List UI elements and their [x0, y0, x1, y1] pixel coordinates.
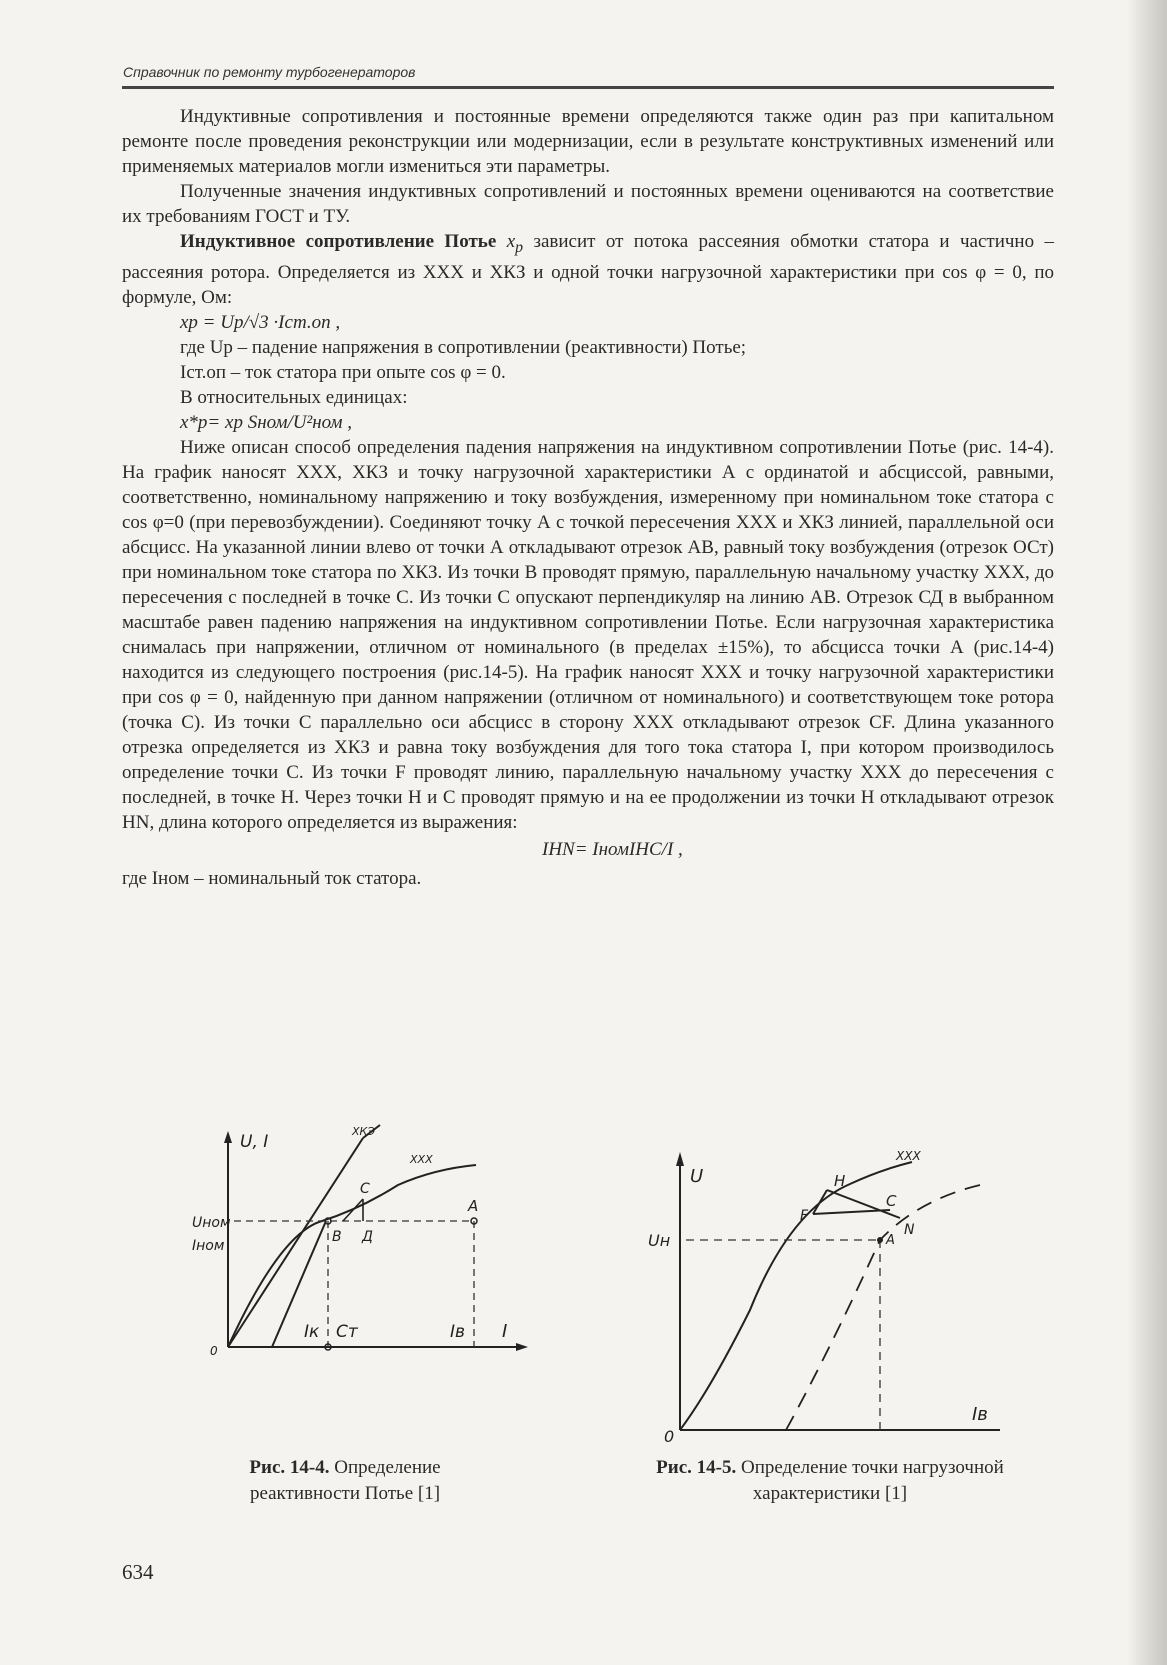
label-point-c: С [360, 1181, 370, 1197]
caption-fig-14-5-number: Рис. 14-5. [656, 1457, 737, 1478]
figure-14-4-drawing [192, 1125, 540, 1365]
label-un: Uн [648, 1231, 671, 1250]
formula-up-def: где Up – падение напряжения в сопротивлении (реактивности) Потье; [180, 336, 747, 358]
paragraph-1: Индуктивные сопротивления и постоянные времени определяются также один раз при капитальном ремонте после проведения реконструкции или модернизации, если в результате конструктивных изменений или применяемых материалов могли измениться эти параметры. [122, 106, 1054, 177]
formula-ist-def: Iст.оп – ток статора при опыте cos φ = 0. [180, 361, 506, 383]
label-point-a: A [468, 1197, 479, 1215]
label-ik: Iк [304, 1322, 320, 1342]
label-origin: 0 [210, 1344, 218, 1358]
caption-fig-14-5 [610, 1455, 1050, 1507]
caption-fig-14-4-number: Рис. 14-4. [249, 1457, 330, 1478]
formula-xp-rel: x*p= xp Sном/U²ном , [180, 411, 353, 433]
label-point-f: F [800, 1208, 809, 1224]
formula-ihn: IHN= IномIHC/I , [542, 838, 683, 860]
caption-fig-14-4-text: Определение реактивности Потье [1] [249, 1457, 441, 1504]
load-characteristic-curve [786, 1185, 980, 1430]
label-inom: Iном [192, 1238, 225, 1254]
label-axis-x: Iв [972, 1404, 988, 1425]
label-xxx: ХХХ [410, 1153, 433, 1166]
label-ct: Cт [336, 1322, 358, 1342]
page-edge-shadow [1127, 0, 1167, 1665]
hkz-line [228, 1138, 363, 1347]
label-point-c: C [886, 1192, 897, 1210]
paragraph-2: Полученные значения индуктивных сопротивлений и постоянных времени оцениваются на соответствие их требованиям ГОСТ и ТУ. [122, 181, 1054, 227]
running-head: Справочник по ремонту турбогенераторов [123, 64, 416, 80]
label-point-h: H [834, 1172, 846, 1190]
var-x-sub: p [515, 238, 524, 256]
label-unom: Uном [192, 1215, 231, 1231]
page-number: 634 [122, 1560, 154, 1584]
label-axis-y: U, I [240, 1132, 269, 1152]
label-axis-x: I [502, 1321, 508, 1342]
label-axis-y: U [690, 1166, 704, 1187]
label-point-b: В [332, 1229, 342, 1245]
bc-segment [343, 1199, 363, 1221]
figure-14-4 [192, 1125, 540, 1365]
figure-14-5 [650, 1130, 1010, 1445]
term-potier: Индуктивное сопротивление Потье [180, 231, 497, 252]
fh-line [813, 1190, 827, 1214]
label-point-a: A [886, 1233, 895, 1248]
relative-units-label: В относительных единицах: [180, 386, 408, 408]
paragraph-3 [122, 229, 1054, 310]
caption-fig-14-5-text: Определение точки нагрузочной характеристики [1] [736, 1457, 1004, 1504]
body-text [122, 104, 1054, 891]
paragraph-4: Ниже описан способ определения падения напряжения на индуктивном сопротивлении Потье (рис. 14-4). На график наносят ХХХ, ХКЗ и точку нагрузочной характеристики А с ординатой и абсциссой, равными, соответственно, номинальному напряжению и току возбуждения, измеренному при номинальном токе статора с cos φ=0 (при перевозбуждении). Соединяют точку А с точкой пересечения ХХХ и ХКЗ линией, параллельной оси абсцисс. На указанной линии влево от точки А откладывают отрезок АВ, равный току возбуждения (отрезок ОСт) при номинальном токе статора по ХКЗ. Из точки В проводят прямую, параллельную начальному участку ХХХ, до пересечения с последней в точке С. Из точки С опускают перпендикуляр на линию АВ. Отрезок СД в выбранном масштабе равен падению напряжения на индуктивном сопротивлении Потье. Если нагрузочная характеристика снималась при напряжении, отличном от номинального (в пределах ±15%), то абсцисса точки А (рис.14-4) находится из следующего построения (рис.14-5). На график наносят ХХХ и точку нагрузочной характеристики при cos φ = 0, найденную при данном напряжении (отличном от номинального) и соответствующем токе ротора (точка С). Из точки С параллельно оси абсцисс в сторону ХХХ откладывают отрезок CF. Длина указанного отрезка определяется из ХКЗ и равна току возбуждения для того тока статора I, при котором производилось определение точки С. Из точки F проводят линию, параллельную начальному участку ХХХ до пересечения с последней, в точке H. Через точки H и С проводят прямую и на ее продолжении из точки H откладывают отрезок HN, длина которого определяется из выражения: [122, 436, 1054, 833]
figure-14-5-drawing [650, 1130, 1010, 1445]
label-xxx: ХХХ [896, 1149, 921, 1163]
y-axis-arrow [224, 1131, 232, 1143]
var-x: x [506, 231, 516, 252]
x-axis-arrow [516, 1343, 528, 1351]
y-axis-arrow [676, 1152, 684, 1166]
xxx-curve [680, 1162, 912, 1430]
label-origin: 0 [664, 1427, 675, 1446]
paragraph-3-rest: зависит от потока рассеяния обмотки статора и частично – рассеяния ротора. Определяется из ХХХ и ХКЗ и одной точки нагрузочной характеристики при cos φ = 0, по формуле, Ом: [122, 231, 1054, 308]
formula-inom-def: где Iном – номинальный ток статора. [122, 867, 422, 889]
label-hkz: ХКЭ [352, 1125, 376, 1138]
caption-fig-14-4 [205, 1455, 485, 1507]
label-ib: Iв [450, 1322, 466, 1342]
formula-xp: xp = Up/√3 ·Iст.оп , [180, 311, 341, 333]
header-rule [122, 86, 1054, 89]
label-point-n: N [904, 1222, 915, 1238]
xxx-curve [228, 1165, 479, 1347]
point-a [877, 1237, 883, 1243]
label-point-d: Д [362, 1229, 373, 1245]
